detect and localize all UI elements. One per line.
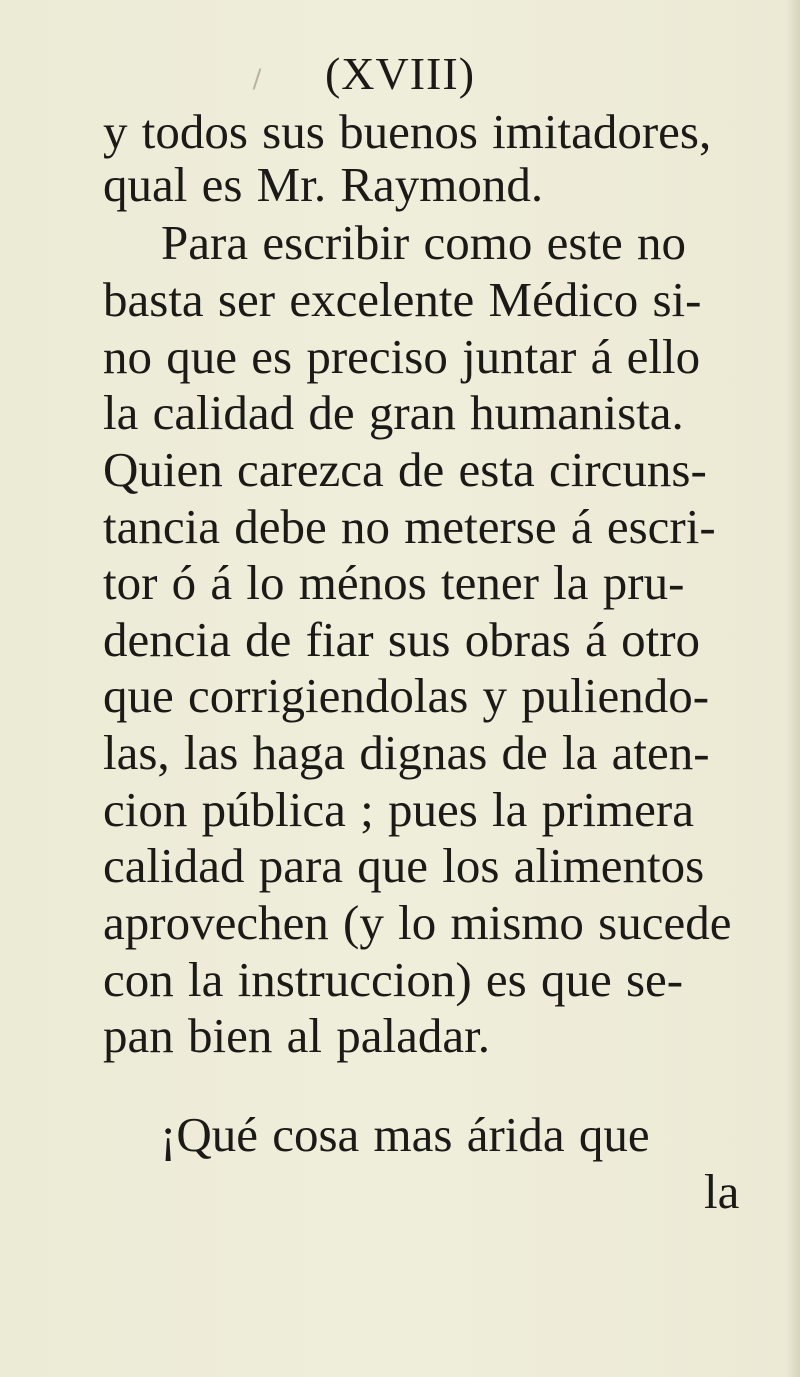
page-number-header: (XVIII) (324, 48, 476, 99)
text-line: calidad para que los alimentos (103, 838, 705, 893)
text-line: no que es preciso juntar á ello (103, 329, 701, 384)
page-edge-shadow (786, 0, 800, 1377)
catchword: la (704, 1164, 740, 1219)
text-line: ¡Qué cosa mas árida que (160, 1107, 650, 1162)
text-line: que corrigiendolas y puliendo- (103, 668, 710, 723)
text-line: cion pública ; pues la primera (103, 782, 694, 837)
text-line: Quien carezca de esta circuns- (103, 442, 707, 497)
text-line: Para escribir como este no (161, 215, 687, 270)
text-line: basta ser excelente Médico si- (103, 272, 702, 327)
text-line: qual es Mr. Raymond. (103, 157, 544, 212)
text-line: pan bien al paladar. (103, 1008, 490, 1063)
text-line: aprovechen (y lo mismo sucede (103, 895, 732, 950)
text-line: tancia debe no meterse á escri- (103, 499, 716, 554)
text-line: y todos sus buenos imitadores, (103, 104, 712, 159)
text-line: dencia de fiar sus obras á otro (103, 612, 701, 667)
text-line: con la instruccion) es que se- (103, 952, 684, 1007)
text-line: tor ó á lo ménos tener la pru- (103, 555, 685, 610)
text-line: las, las haga dignas de la aten- (103, 725, 710, 780)
text-line: la calidad de gran humanista. (103, 385, 684, 440)
